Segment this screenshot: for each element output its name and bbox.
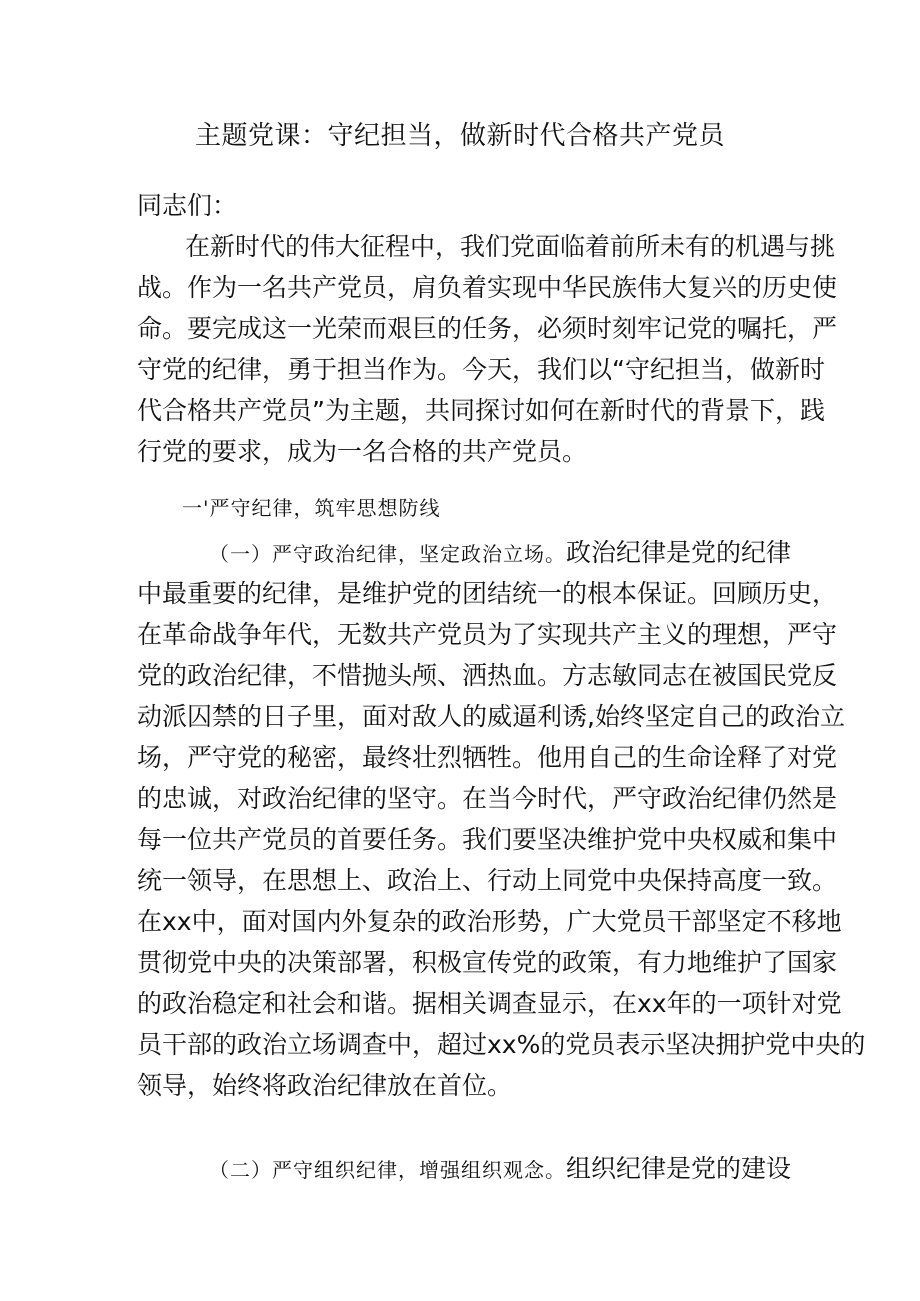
subsection-2-paragraph: [137, 1148, 797, 1189]
intro-line: 行党的要求，成为一名合格的共产党员。: [137, 437, 588, 466]
subsection-1-lead-text: 政治纪律是党的纪律: [566, 538, 792, 567]
body-line: 领导，始终将政治纪律放在首位。: [137, 1071, 513, 1100]
intro-line: 在新时代的伟大征程中，我们党面临着前所未有的机遇与挑: [185, 232, 836, 261]
body-line: 中最重要的纪律，是维护党的团结统一的根本保证。回顾历史，: [137, 579, 838, 608]
subsection-1-first-line: [137, 532, 797, 573]
subsection-2-lead-text: 组织纪律是党的建设: [566, 1154, 792, 1183]
salutation: 同志们：: [137, 191, 238, 220]
page-title: 主题党课：守纪担当，做新时代合格共产党员: [194, 121, 725, 151]
subsection-2-first-line: [137, 1148, 797, 1189]
body-line: 在革命战争年代，无数共产党员为了实现共产主义的理想，严守: [137, 620, 838, 649]
intro-line: 战。作为一名共产党员，肩负着实现中华民族伟大复兴的历史使: [137, 273, 838, 302]
subsection-1-paragraph: [137, 532, 866, 1106]
body-line: 党的政治纪律，不惜抛头颅、洒热血。方志敏同志在被国民党反: [137, 661, 838, 690]
body-line: 场，严守党的秘密，最终壮烈牺牲。他用自己的生命诠释了对党: [137, 743, 838, 772]
body-line: 员干部的政治立场调查中，超过xx%的党员表示坚决拥护党中央的: [137, 1030, 866, 1059]
body-line: 的政治稳定和社会和谐。据相关调查显示，在xx年的一项针对党: [137, 989, 842, 1018]
intro-line: 代合格共产党员”为主题，共同探讨如何在新时代的背景下，践: [137, 396, 825, 425]
intro-paragraph: [137, 226, 838, 472]
subsection-2-heading: （二）严守组织纪律，增强组织观念。: [209, 1158, 566, 1182]
body-line: 贯彻党中央的决策部署，积极宣传党的政策，有力地维护了国家: [137, 948, 838, 977]
body-line: 统一领导，在思想上、政治上、行动上同党中央保持高度一致。: [137, 866, 838, 895]
body-line: 动派囚禁的日子里，面对敌人的威逼利诱,始终坚定自己的政治立: [137, 702, 845, 731]
intro-line: 守党的纪律，勇于担当作为。今天，我们以“守纪担当，做新时: [137, 355, 825, 384]
section-heading: 一'严守纪律，筑牢思想防线: [182, 496, 441, 520]
subsection-1-heading: （一）严守政治纪律，坚定政治立场。: [209, 542, 566, 566]
intro-line: 命。要完成这一光荣而艰巨的任务，必须时刻牢记党的嘱托，严: [137, 314, 838, 343]
body-line: 在xx中，面对国内外复杂的政治形势，广大党员干部坚定不移地: [137, 907, 842, 936]
body-line: 的忠诚，对政治纪律的坚守。在当今时代，严守政治纪律仍然是: [137, 784, 838, 813]
body-line: 每一位共产党员的首要任务。我们要坚决维护党中央权威和集中: [137, 825, 838, 854]
